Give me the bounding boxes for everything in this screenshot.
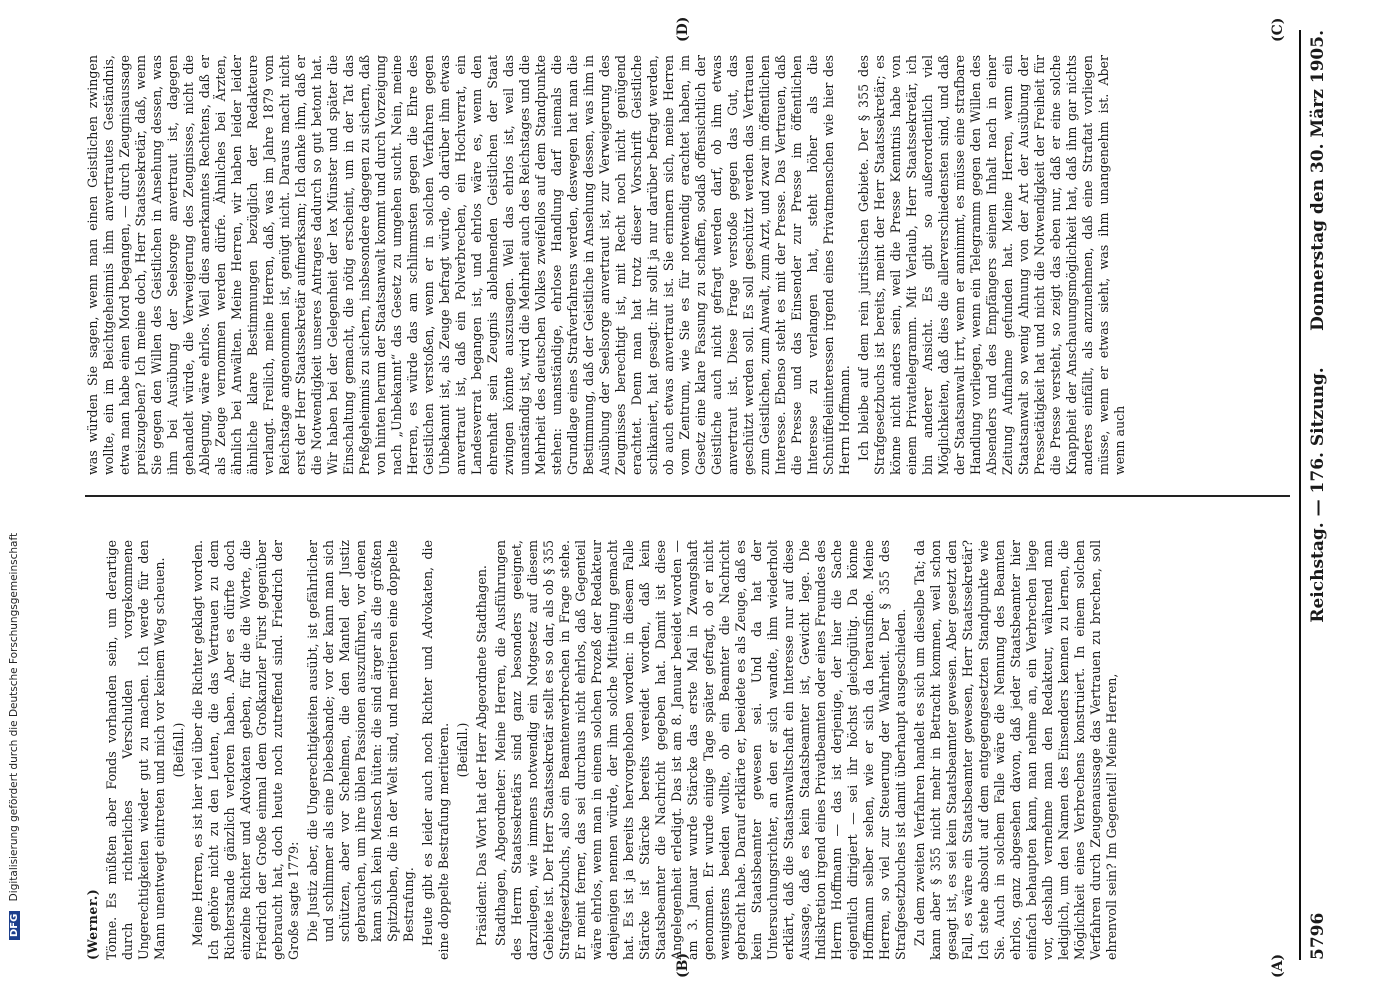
speaker-name: (Werner.) [85,888,100,960]
digitization-credit [8,0,26,940]
marker-a: (A) [1270,953,1286,978]
marker-c: (C) [1270,17,1286,42]
applause-note: (Beifall.) [455,722,470,778]
left-column [85,540,1290,960]
right-column [85,55,1290,475]
page-number: 5796 [1308,912,1328,960]
session-date: Donnerstag den 30. März 1905. [1308,30,1328,331]
marker-b: (B) [675,952,691,978]
marker-d: (D) [675,16,691,42]
paragraph: Tönne. Es müßten aber Fonds vorhanden sein, um derartige durch richterliches Verschulden vorgekommene Ungerechtigkeiten wieder gut zu machen. Ich werde für den Mann unentwegt eintreten und mich vor keinem Weg scheuen. [104,540,167,960]
page-header [1308,30,1336,960]
paragraph: Ich bleibe auf dem rein juristischen Gebiete. Der § 355 des Strafgesetzbuchs ist bereits, meint der Herr Staatssekretär; es könne nicht anders sein, weil die Presse Kenntnis habe von einem Privattelegramm. Mit Verlaub, Herr Staatssekretär, ich bin anderer Ansicht. Es gibt so außerordentlich viel Möglichkeiten, daß dies die allerverschiedensten sind, und daß der Staatsanwalt irrt, wenn er annimmt, es müsse eine strafbare Handlung vorliegen, wenn ein Telegramm gegen den Willen des Absenders und des Empfängers seinem Inhalt nach in einer Zeitung Aufnahme gefunden hat. Meine Herren, wenn ein Staatsanwalt so wenig Ahnung von der Art der Ausübung der Pressetätigkeit hat und nicht die Notwendigkeit der Freiheit für die Presse versteht, so zeigt das eben nur, daß er eine solche Knappheit der Anschauungsmöglichkeit hat, daß ihm gar nichts anderes einfällt, als anzunehmen, daß eine Straftat vorliegen müsse, wenn er etwas sieht, was ihm unangenehm ist. Aber wenn auch [856,55,1127,475]
paragraph: Meine Herren, es ist hier viel über die Richter geklagt worden. Ich gehöre nicht zu den Leuten, die das Vertrauen zu dem Richterstande gänzlich verloren haben. Aber es dürfte doch einzelne Richter und Advokaten geben, für die die Worte, die Friedrich der Große einmal dem Großkanzler Fürst gegenüber gebraucht hat, doch heute noch zutreffend sind. Friedrich der Große sagte 1779: [190,540,301,960]
column-separator [85,495,1290,497]
paragraph: Stadthagen, Abgeordneter: Meine Herren, die Ausführungen des Herrn Staatssekretärs sind ganz besonders geeignet, darzulegen, wie immens notwendig ein Notgesetz auf diesem Gebiete ist. Der Herr Staatssekretär stellt es so dar, als ob § 355 Strafgesetzbuchs, also ein Beamtenverbrechen in Frage stehe. Er meint ferner, das sei durchaus nicht ehrlos, daß Gegenteil wäre ehrlos, wenn man in einem solchen Prozeß der Redakteur denjenigen nennen würde, der ihm solche Mitteilung gemacht hat. Es ist ja bereits hervorgehoben worden: in diesem Falle Stärcke ist Stärcke bereits vereidet worden, daß kein Staatsbeamter die Nachricht gegeben hat. Damit ist diese Angelegenheit erledigt. Das ist am 8. Januar beeidet worden — am 3. Januar wurde Stärcke das erste Mal in Zwangshaft genommen. Er wurde einige Tage später gefragt, ob er nicht wenigstens beeiden wollte, ob ein Beamter die Nachricht gebracht habe. Darauf erklärte er, beeidete es als Zeuge, daß es kein Staatsbeamter gewesen sei. Und da hat der Untersuchungsrichter, an den er sich wandte, ihm wiederholt erklärt, daß die Staatsanwaltschaft ein Interesse nur auf diese Aussage, daß es kein Staatsbeamter ist, Gewicht lege. Die Indiskretion irgend eines Privatbeamten oder eines Freundes des Herrn Hoffmann — das ist derjenige, der hier die Sache eigentlich dirigiert — sei ihr höchst gleichgültig. Da könne Hoffmann selber sehen, wie er sich da herausfinde. Meine Herren, so viel zur Steuerung der Wahrheit. Der § 355 des Strafgesetzbuches ist damit überhaupt ausgeschieden. [493,540,908,960]
paragraph: was würden Sie sagen, wenn man einen Geistlichen zwingen wollte, ein im Beichtgeheimnis ihm anvertrautes Geständnis, etwa man habe einen Mord begangen, — durch Zeugnisaussage preiszugeben? Ich meine doch, Herr Staatssekretär, daß, wenn Sie gegen den Willen des Geistlichen in Ansehung dessen, was ihm bei Ausübung der Seelsorge anvertraut ist, dagegen gehandelt würde, die Verweigerung des Zeugnisses, nicht die Ablegung, wäre ehrlos. Weil dies anerkanntes Rechtens, daß er als Zeuge vernommen werden dürfe. Ähnliches bei Ärzten, ähnlich bei Anwälten. Meine Herren, wir haben leider leider ähnliche klare Bestimmungen bezüglich der Redakteure verlangt. Freilich, meine Herren, daß, was im Jahre 1879 vom Reichstage angenommen ist, genügt nicht. Daraus macht nicht erst der Herr Staatssekretär aufmerksam; Ich danke ihm, daß er die Notwendigkeit unseres Antrages dadurch so gut betont hat. Wir haben bei der Gelegenheit der lex Münster und später die Einschaltung gemacht, die nötig erscheint, um in der Tat das Preßgeheimnis zu sichern, insbesondere dagegen zu sichern, daß von hinten herum der Staatsanwalt kommt und durch Vorzeigung nach „Unbekannt“ das Gesetz zu umgehen sucht. Nein, meine Herren, es würde das am schlimmsten gegen die Ehre des Geistlichen verstoßen, wenn er in solchen Verfahren gegen Unbekannt ist, als Zeuge befragt würde, ob darüber ihm etwas anvertraut ist, daß ein Polverbrechen, ein Hochverrat, ein Landesverrat begangen ist, und ehrlos wäre es, wenn den ehrenhaft sein Zeugnis ablehnenden Geistlichen der Staat zwingen könnte auszusagen. Weil das ehrlos ist, weil das unanständig ist, wird die Mehrheit auch des Reichstages und die Mehrheit des deutschen Volkes zweifellos auf dem Standpunkte stehen: unanständige, ehrlose Handlung darf niemals die Grundlage eines Strafverfahrens werden, deswegen hat man die Bestimmung, daß der Geistliche in Ansehung dessen, was ihm in Ausübung der Seelsorge anvertraut ist, zur Verweigerung des Zeugnisses berechtigt ist, mit Recht noch nicht genügend erachtet. Denn man hat trotz dieser Vorschrift Geistliche schikaniert, hat gesagt: ihr sollt ja nur darüber befragt werden, ob auch etwas anvertraut ist. Sie erinnern sich, meine Herren vom Zentrum, wie Sie es für notwendig erachtet haben, im Gesetz eine klare Fassung zu schaffen, sodaß offensichtlich der Geistliche auch nicht gefragt werden darf, ob ihm etwas anvertraut ist. Diese Frage verstoße gegen das Gut, das geschützt werden soll. Es soll geschützt werden das Vertrauen zum Geistlichen, zum Anwalt, zum Arzt, und zwar im öffentlichen Interesse. Ebenso steht es mit der Presse. Das Vertrauen, daß die Presse und das Einsender zur Presse im öffentlichen Interesse zu verlangen hat, steht höher als die Schnüffeleiinteressen irgend eines Privatmenschen wie hier des Herrn Hoffmann. [85,55,852,475]
paragraph: Zu dem zweiten Verfahren handelt es sich um dieselbe Tat; da kann aber § 355 nicht mehr in Betracht kommen, weil schon gesagt ist, es sei kein Staatsbeamter gewesen. Aber gesetzt den Fall, es wäre ein Staatsbeamter gewesen, Herr Staatssekretär? Ich stehe absolut auf dem entgegengesetzten Standpunkte wie Sie. Auch in solchem Falle wäre die Nennung des Beamten ehrlos, ganz abgesehen davon, daß jeder Staatsbeamter hier einfach behaupten kann, man nehme an, ein Verbrechen liege vor, deshalb vernehme man den Redakteur, während man lediglich, um den Namen des Einsenders kennen zu lernen, die Möglichkeit eines Verbrechens konstruiert. In einem solchen Verfahren durch Zeugenaussage das Vertrauen zu brechen, soll ehrenvoll sein? Im Gegenteil! Meine Herren, [912,540,1119,960]
header-rule [1299,30,1301,960]
credit-text: Digitalisierung gefördert durch die Deutsche Forschungsgemeinschaft [8,532,20,902]
session-title: Reichstag. — 176. Sitzung. [1308,367,1328,623]
paragraph: Heute gibt es leider auch noch Richter und Advokaten, die eine doppelte Bestrafung meritieren. [420,540,451,960]
president-remark: Präsident: Das Wort hat der Herr Abgeordnete Stadthagen. [474,565,489,946]
quotation: Die Justiz aber, die Ungerechtigkeiten ausübt, ist gefährlicher und schlimmer als eine Diebesbande; vor der kann man sich schützen, aber vor Schelmen, die den Mantel der Justiz gebrauchen, um ihre üblen Passionen auszuführen, vor denen kann sich kein Mensch hüten: die sind ärger als die größten Spitzbuben, die in der Welt sind, und meritieren eine doppelte Bestrafung. [305,540,416,942]
dfg-logo: DFG [9,911,20,940]
applause-note: (Beifall.) [171,722,186,778]
document-page [0,16,1383,978]
